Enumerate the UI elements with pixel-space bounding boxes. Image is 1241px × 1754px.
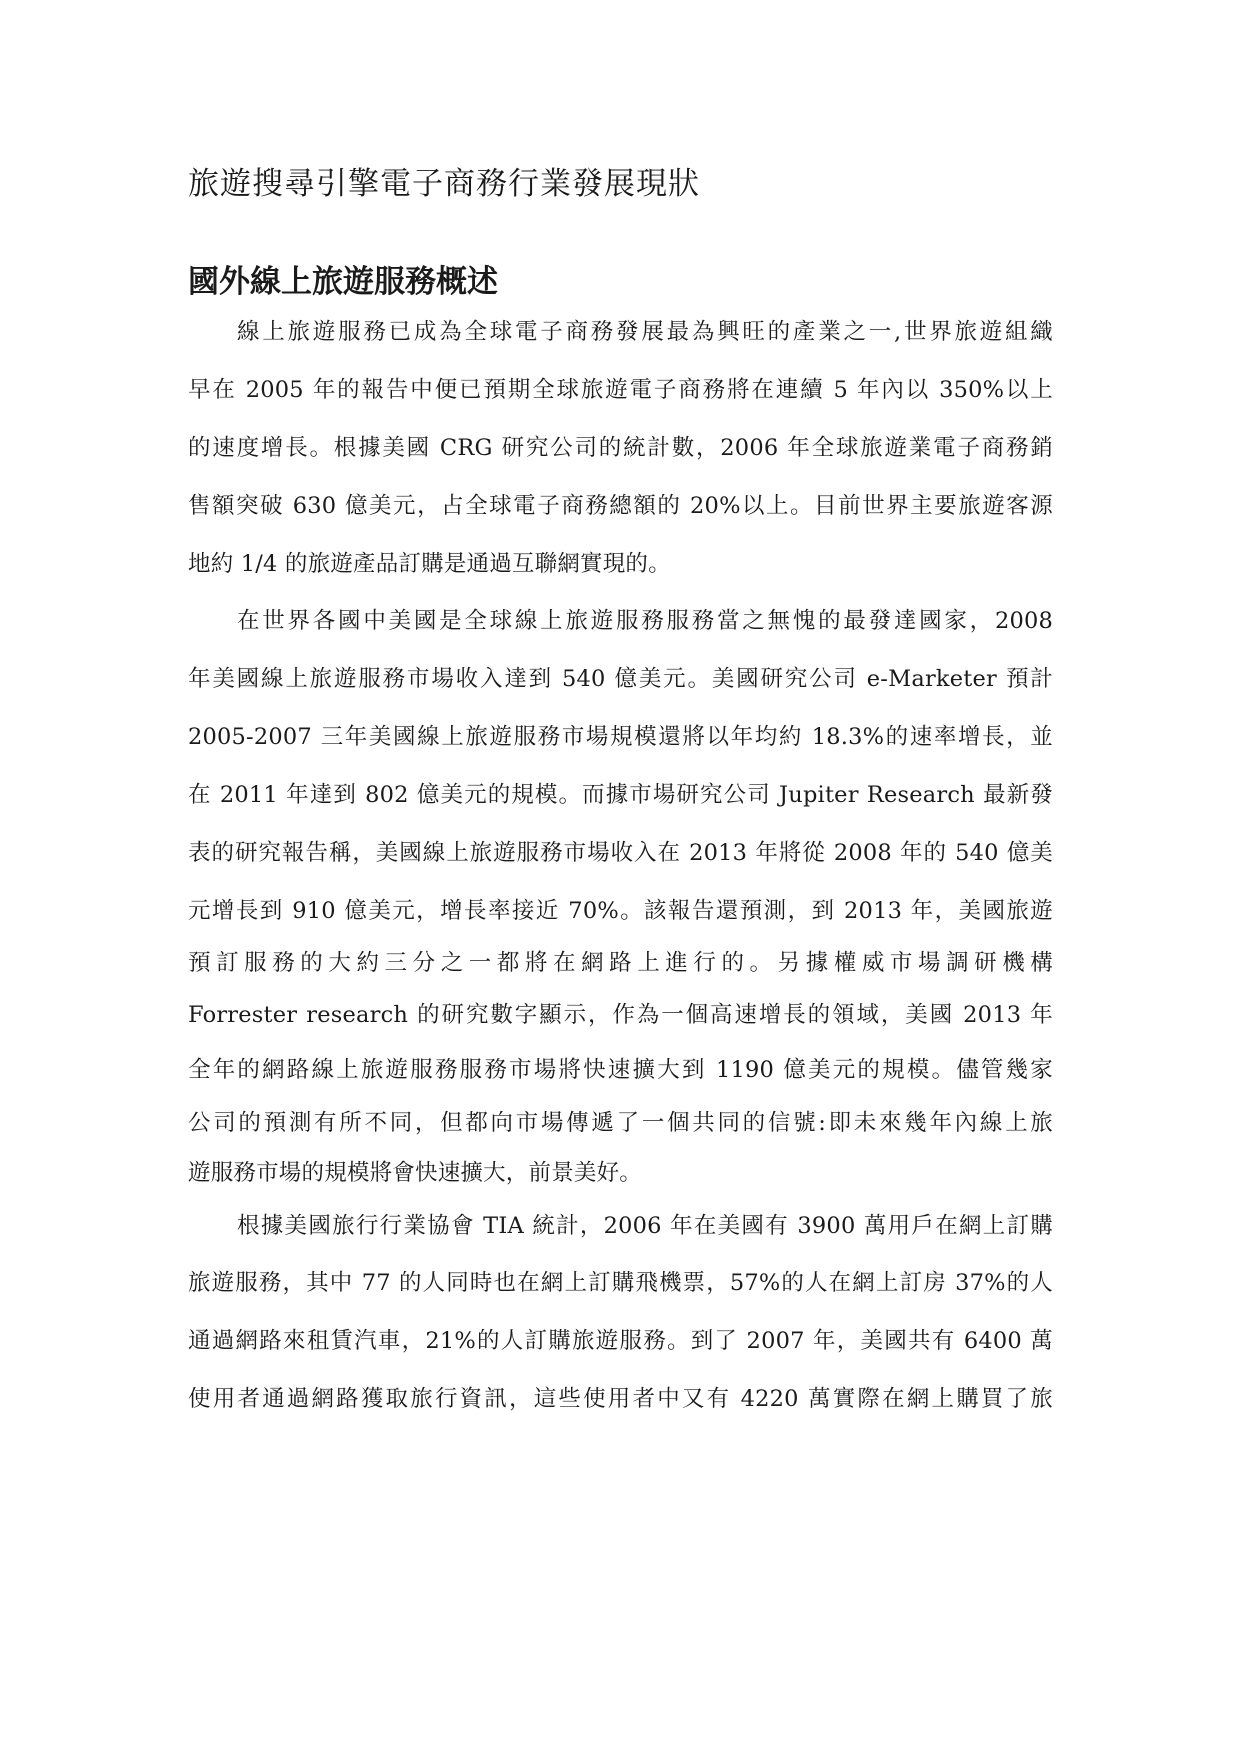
section-heading: 國外線上旅遊服務概述 <box>188 264 498 300</box>
paragraph-line: Forrester research 的研究數字顯示，作為一個高速增長的領域，美國 2013 年 <box>188 1002 1053 1028</box>
paragraph-line: 元增長到 910 億美元，增長率接近 70%。該報告還預測，到 2013 年，美國旅遊 <box>188 898 1053 924</box>
paragraph-line: 根據美國旅行行業協會 TIA 統計，2006 年在美國有 3900 萬用戶在網上訂購 <box>237 1213 1053 1239</box>
paragraph-line: 表的研究報告稱，美國線上旅遊服務市場收入在 2013 年將從 2008 年的 540 億美 <box>188 840 1053 866</box>
paragraph-line: 線上旅遊服務已成為全球電子商務發展最為興旺的產業之一,世界旅遊組織 <box>237 319 1053 345</box>
paragraph-line: 的速度增長。根據美國 CRG 研究公司的統計數，2006 年全球旅遊業電子商務銷 <box>188 435 1053 461</box>
paragraph-line: 通過網路來租賃汽車，21%的人訂購旅遊服務。到了 2007 年，美國共有 6400 萬 <box>188 1328 1053 1354</box>
paragraph-line: 公司的預測有所不同，但都向市場傳遞了一個共同的信號:即未來幾年內線上旅 <box>188 1110 1053 1136</box>
paragraph-line: 全年的網路線上旅遊服務服務市場將快速擴大到 1190 億美元的規模。儘管幾家 <box>188 1057 1053 1083</box>
paragraph-line: 預訂服務的大約三分之一都將在網路上進行的。另據權威市場調研機構 <box>188 950 1053 976</box>
paragraph-line: 地約 1/4 的旅遊產品訂購是通過互聯網實現的。 <box>188 551 671 577</box>
paragraph-line: 在 2011 年達到 802 億美元的規模。而據市場研究公司 Jupiter Research 最新發 <box>188 782 1053 808</box>
paragraph-line: 旅遊服務，其中 77 的人同時也在網上訂購飛機票，57%的人在網上訂房 37%的人 <box>188 1270 1053 1296</box>
document-title: 旅遊搜尋引擎電子商務行業發展現狀 <box>188 166 700 202</box>
paragraph-line: 售額突破 630 億美元，占全球電子商務總額的 20%以上。目前世界主要旅遊客源 <box>188 493 1053 519</box>
paragraph-line: 在世界各國中美國是全球線上旅遊服務服務當之無愧的最發達國家，2008 <box>237 608 1053 634</box>
paragraph-line: 早在 2005 年的報告中便已預期全球旅遊電子商務將在連續 5 年內以 350%以上 <box>188 377 1053 403</box>
paragraph-line: 使用者通過網路獲取旅行資訊，這些使用者中又有 4220 萬實際在網上購買了旅 <box>188 1386 1053 1412</box>
paragraph-line: 2005-2007 三年美國線上旅遊服務市場規模還將以年均約 18.3%的速率增長，並 <box>188 724 1053 750</box>
paragraph-line: 遊服務市場的規模將會快速擴大，前景美好。 <box>188 1160 643 1186</box>
paragraph-line: 年美國線上旅遊服務市場收入達到 540 億美元。美國研究公司 e-Marketer 預計 <box>188 666 1053 692</box>
